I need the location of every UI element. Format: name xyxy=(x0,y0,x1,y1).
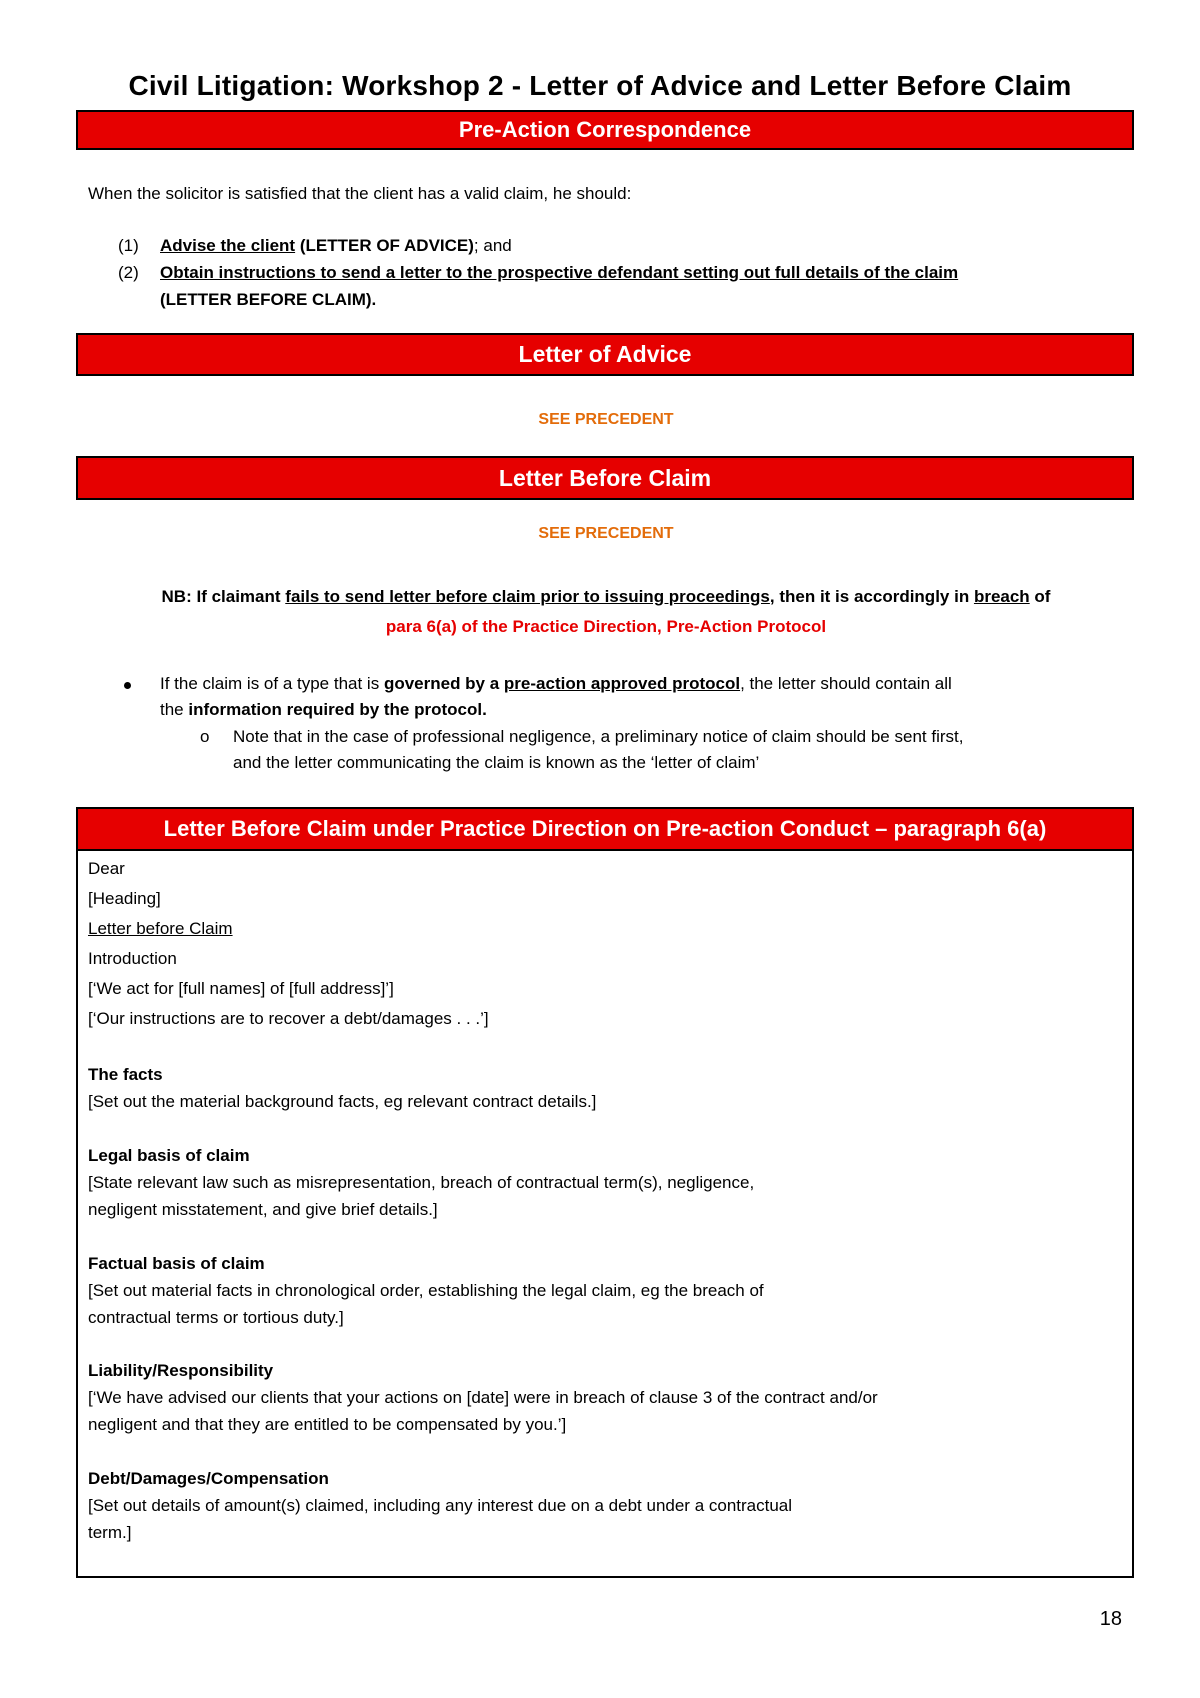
nb-red-reference: para 6(a) of the Practice Direction, Pre-Action Protocol xyxy=(385,617,827,636)
intro-line-1: [‘We act for [full names] of [full address]’] xyxy=(88,979,394,998)
intro-line-2: [‘Our instructions are to recover a debt/damages . . .’] xyxy=(88,1009,489,1028)
list-item-1 xyxy=(160,236,512,256)
see-precedent-claim: SEE PRECEDENT xyxy=(538,525,674,542)
nb-note xyxy=(0,587,1200,607)
debt-text-2: term.] xyxy=(88,1523,132,1542)
bullet-protocol: pre-action approved protocol xyxy=(503,674,741,693)
factual-text-2: contractual terms or tortious duty.] xyxy=(88,1308,344,1327)
section-banner-pre-action: Pre-Action Correspondence xyxy=(76,110,1134,150)
bullet-text-2: , the letter should contain all xyxy=(740,674,952,693)
debt-heading: Debt/Damages/Compensation xyxy=(88,1469,329,1488)
factual-heading: Factual basis of claim xyxy=(88,1254,265,1273)
debt-text-1: [Set out details of amount(s) claimed, including any interest due on a debt under a contractual xyxy=(88,1496,793,1515)
bullet-bold-1: governed by a xyxy=(383,674,504,693)
template-box-heading: Letter Before Claim under Practice Direction on Pre-action Conduct – paragraph 6(a) xyxy=(78,809,1132,851)
page-number: 18 xyxy=(1099,1608,1122,1630)
bullet-line-2 xyxy=(160,700,487,720)
legal-heading: Legal basis of claim xyxy=(88,1146,250,1165)
nb-underlined: fails to send letter before claim prior to issuing proceedings xyxy=(285,587,770,606)
introduction-line: Introduction xyxy=(88,949,177,968)
factual-text-1: [Set out material facts in chronological order, establishing the legal claim, eg the breach of xyxy=(88,1281,764,1300)
bullet-dot xyxy=(124,682,131,689)
nb-middle: , then it is accordingly in xyxy=(769,587,974,606)
nb-breach: breach xyxy=(973,587,1030,606)
sub-bullet-line-1: Note that in the case of professional negligence, a preliminary notice of claim should be sent first, xyxy=(233,727,964,746)
bullet-bold-3: information required by the protocol. xyxy=(188,700,487,719)
bullet-text-3: the xyxy=(160,700,189,719)
letter-of-advice-label: (LETTER OF ADVICE) xyxy=(295,236,474,255)
intro-paragraph: When the solicitor is satisfied that the client has a valid claim, he should: xyxy=(88,184,632,203)
section-banner-letter-before-claim: Letter Before Claim xyxy=(76,456,1134,500)
advise-client-text: Advise the client xyxy=(160,236,296,255)
liability-text-1: [‘We have advised our clients that your actions on [date] were in breach of clause 3 of the contract and/or xyxy=(88,1388,878,1407)
legal-text-1: [State relevant law such as misrepresentation, breach of contractual term(s), negligence, xyxy=(88,1173,755,1192)
see-precedent-advice: SEE PRECEDENT xyxy=(538,411,674,428)
lbc-line: Letter before Claim xyxy=(88,919,233,938)
section-banner-letter-of-advice: Letter of Advice xyxy=(76,333,1134,376)
nb-suffix: of xyxy=(1029,587,1051,606)
list-number-2: (2) xyxy=(118,263,139,282)
facts-text: [Set out the material background facts, eg relevant contract details.] xyxy=(88,1092,597,1111)
nb-prefix: NB: If claimant xyxy=(161,587,286,606)
list-item-1-tail: ; and xyxy=(473,236,512,255)
template-box xyxy=(76,807,1134,1578)
bullet-line-1 xyxy=(160,674,952,694)
legal-text-2: negligent misstatement, and give brief details.] xyxy=(88,1200,438,1219)
liability-heading: Liability/Responsibility xyxy=(88,1361,274,1380)
obtain-instructions-text: Obtain instructions to send a letter to the prospective defendant setting out full details of the claim xyxy=(160,263,959,282)
dear-line: Dear xyxy=(88,859,125,878)
page-title: Civil Litigation: Workshop 2 - Letter of Advice and Letter Before Claim xyxy=(128,70,1072,101)
sub-bullet-marker: o xyxy=(200,727,210,746)
liability-text-2: negligent and that they are entitled to be compensated by you.’] xyxy=(88,1415,567,1434)
letter-before-claim-label: (LETTER BEFORE CLAIM). xyxy=(160,290,377,309)
facts-heading: The facts xyxy=(88,1065,163,1084)
list-number-1: (1) xyxy=(118,236,139,255)
bullet-text-1: If the claim is of a type that is xyxy=(160,674,384,693)
sub-bullet-line-2: and the letter communicating the claim is known as the ‘letter of claim’ xyxy=(233,753,760,772)
heading-placeholder: [Heading] xyxy=(88,889,161,908)
